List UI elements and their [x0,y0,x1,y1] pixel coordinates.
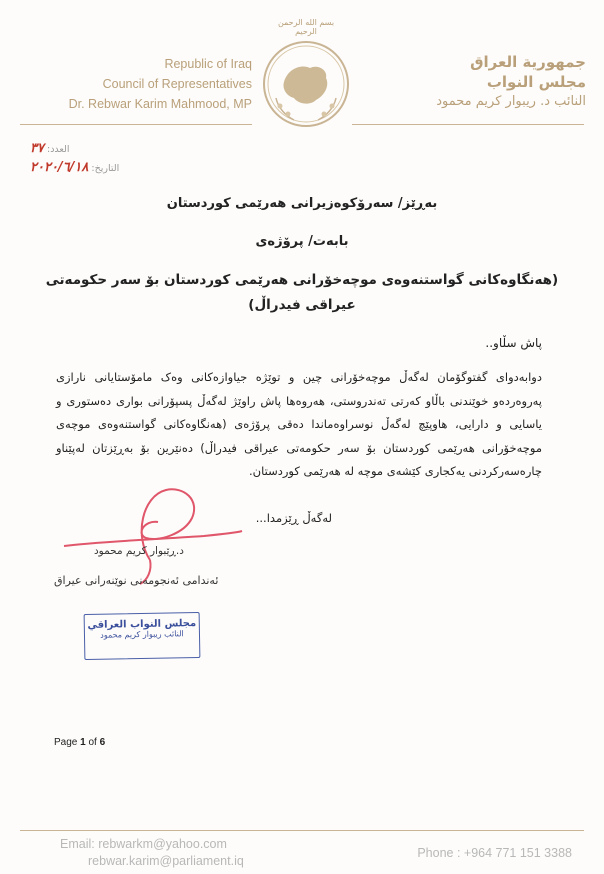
footer-email-2: rebwar.karim@parliament.iq [88,854,244,868]
handwritten-signature [54,476,244,586]
reference-number [30,140,160,159]
parliament-emblem-logo [258,16,354,134]
letterhead-en-council: Council of Representatives [102,77,252,91]
letterhead-en-country: Republic of Iraq [164,57,252,71]
page-current: 1 [80,737,86,748]
page-of-word: of [88,737,97,748]
project-title-line-1: (هەنگاوەکانی گواستنەوەی موچەخۆرانی هەرێمی کوردستان بۆ سەر حکومەتی [45,272,559,288]
letterhead-ar-country: جمهورية العراق [470,53,586,71]
stamp-line-2: النائب ريبوار كريم محمود [100,629,184,640]
letterhead-english [22,54,252,114]
letterhead-arabic [416,52,586,112]
project-title-line-2: عیراقی فیدراڵ) [248,297,356,313]
page-total: 6 [99,737,106,748]
date-label: التاريخ: [91,163,120,174]
body-paragraph: دوابەدوای گفتوگۆمان لەگەڵ موچەخۆرانی چین و توێژە جیاوازەکانی وەک مامۆستایانی نارازی پەروەردەو خوێندنی باڵاو کەرتی تەندروستی، هەروەها پاش راوێژ لەگەڵ پسپۆرانی بواری دەستوری و یاسایی و دارایی، هاوپێچ لەگەڵ نوسراوەماندا دەقی پرۆژەی (هەنگاوەکانی گواستنەوەی موچەی موچەخۆرانی هەرێمی کوردستان بۆ سەر حکومەتی عیراقی فیدراڵ) دەنێرین بۆ بەڕێزتان لەپێناو چارەسەرکردنی یەکجاری کێشەی موچە لە هەرێمی کوردستان. [56,370,542,478]
subject: بابەت/ پرۆژەی [255,234,349,249]
stamp-line-1: مجلس النواب العراقي [87,618,197,631]
page-number [54,737,105,748]
page-word: Page [54,737,78,748]
letterhead-rule-right [352,124,584,125]
official-stamp [84,612,201,660]
greeting: پاش سڵاو.. [485,336,542,350]
closing-regards: لەگەڵ ڕێزمدا... [255,511,332,525]
footer-phone: Phone : +964 771 151 3388 [417,846,572,860]
reference-block [30,140,160,178]
letterhead-ar-member: النائب د. ريبوار كريم محمود [436,94,586,109]
emblem-caption: بسم الله الرحمن الرحيم [277,18,335,36]
letterhead-en-member: Dr. Rebwar Karim Mahmood, MP [68,97,252,111]
footer-rule [20,830,584,831]
reference-date [30,159,160,178]
date-value: ٢٠٢٠/٦/١٨ [30,160,89,175]
letterhead-ar-council: مجلس النواب [486,73,586,91]
signer-name: د.ڕێبوار کریم محمود [94,545,184,557]
signer-title: ئەندامی ئەنجومەنی نوێنەرانی عیراق [54,574,219,587]
footer-contacts [60,836,244,870]
number-label: العدد: [47,144,70,155]
number-value: ٣٧ [30,141,44,156]
addressee: بەڕێز/ سەرۆکوەزیرانی هەرێمی کوردستان [166,196,438,211]
letterhead-rule-left [20,124,252,125]
footer-email-1: Email: rebwarkm@yahoo.com [60,837,227,851]
